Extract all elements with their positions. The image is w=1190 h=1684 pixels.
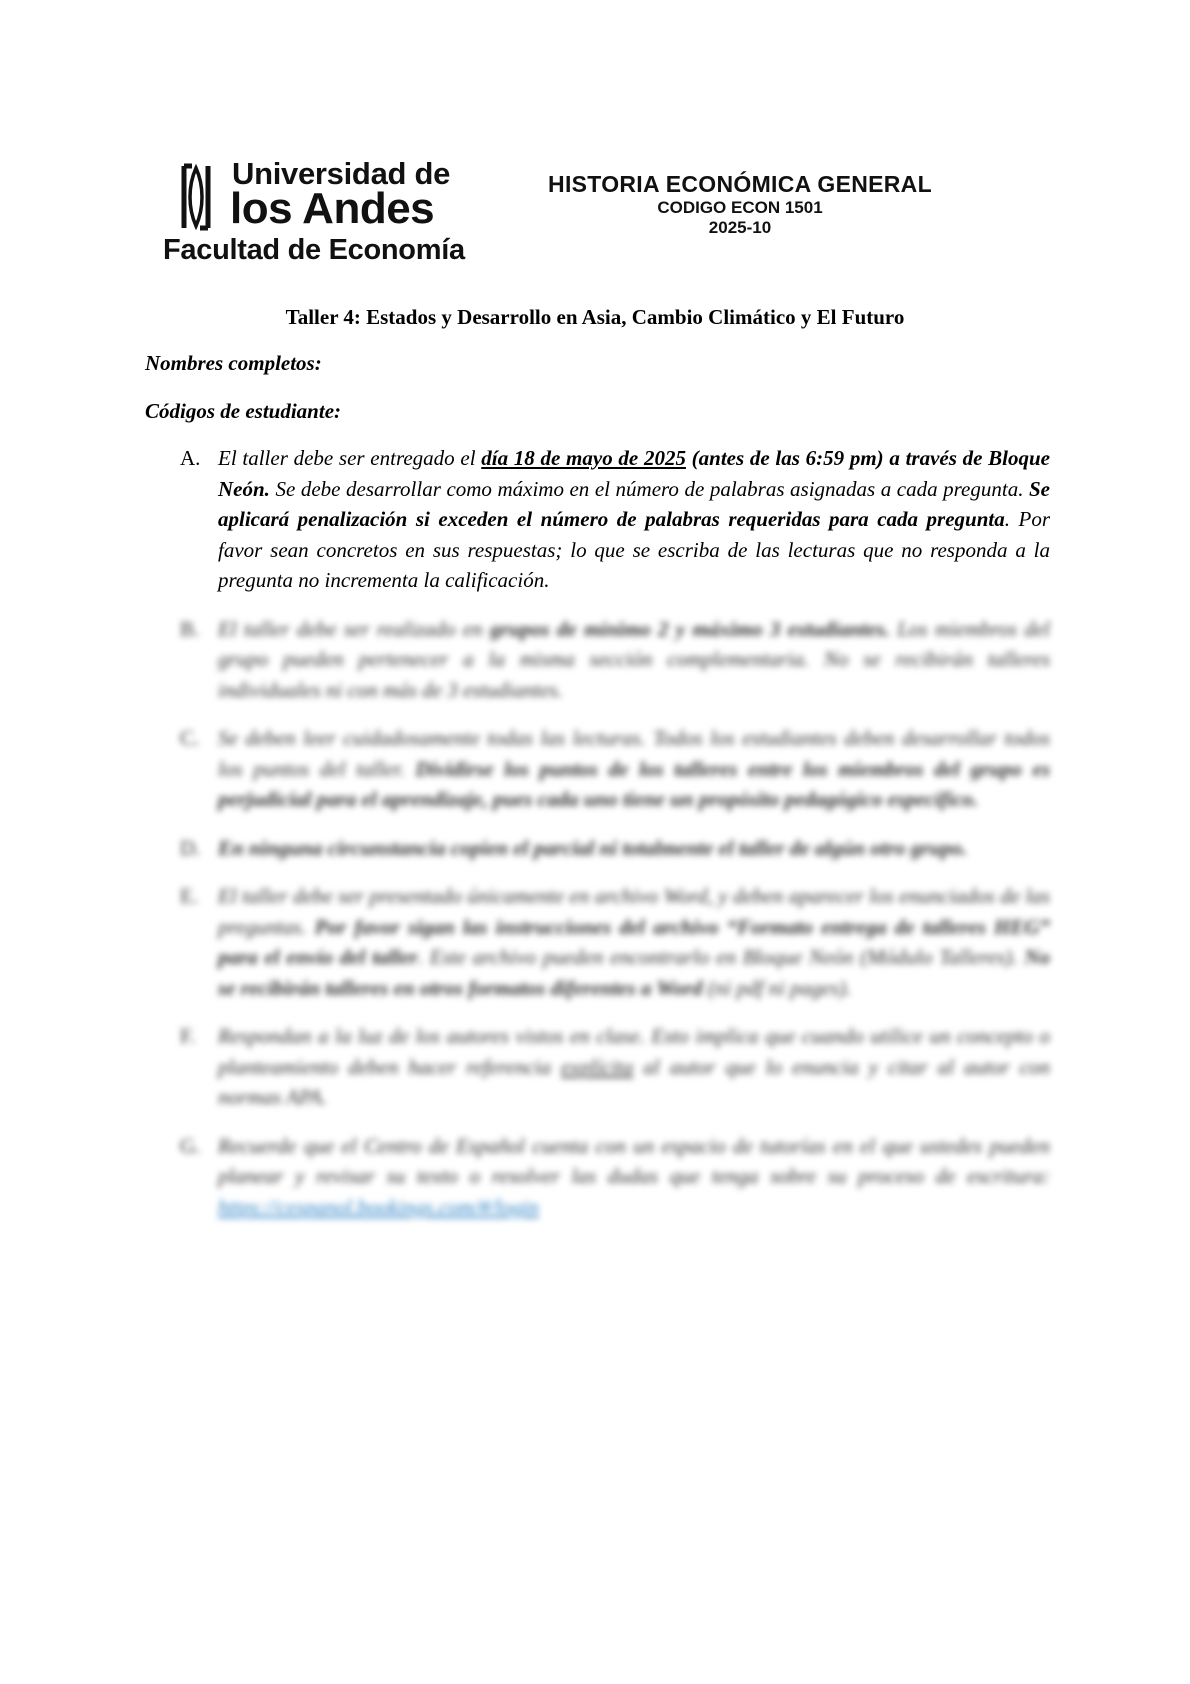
- course-code: CODIGO ECON 1501: [657, 198, 823, 217]
- logo-line-2: los Andes: [230, 184, 435, 233]
- instruction-text: El taller debe ser realizado en: [218, 616, 491, 641]
- course-title: HISTORIA ECONÓMICA GENERAL: [548, 171, 932, 197]
- instruction-d: [180, 833, 1050, 864]
- instruction-text: Los miembros del grupo pueden pertenecer a la misma sección complementaria. No se recibirán talleres individuales ni con más de 3 estudiantes.: [218, 616, 1050, 702]
- instruction-letter: C.: [180, 726, 200, 750]
- group-size-note: grupos de mínimo 2 y máximo 3 estudiantes.: [490, 616, 890, 641]
- logo-line-1: Universidad de: [232, 156, 451, 191]
- instruction-text: El taller debe ser presentado únicamente en archivo Word, y deben aparecer los enunciados de las preguntas.: [218, 884, 1050, 939]
- instruction-text: (ni pdf ni pages).: [702, 975, 852, 1000]
- instruction-text: Recuerde que el Centro de Español cuenta con un espacio de tutorías en el que ustedes pueden planear y revisar su texto o resolver las dudas que tenga sobre su proceso de escritura:: [218, 1133, 1050, 1188]
- instruction-letter: A.: [180, 446, 201, 470]
- instruction-c: [180, 723, 1050, 815]
- instruction-b: [180, 614, 1050, 706]
- names-label: Nombres completos:: [145, 351, 322, 375]
- format-warning: No se recibirán talleres en otros formatos diferentes a Word: [218, 945, 1050, 1000]
- instruction-text: . Este archivo pueden encontrarlo en Bloque Neón (Módulo Talleres).: [417, 945, 1025, 969]
- deadline-date: día 18 de mayo de 2025: [481, 446, 686, 470]
- instruction-text: Se debe desarrollar como máximo en el número de palabras asignadas a cada pregunta.: [269, 476, 1029, 501]
- instruction-text: . Por favor sean concretos en sus respuestas; lo que se escriba de las lecturas que no responda a la pregunta no incrementa la calificación.: [218, 507, 1051, 592]
- penalty-note: Se aplicará penalización si exceden el número de palabras requeridas para cada pregunta: [218, 476, 1050, 531]
- instruction-e: [180, 881, 1050, 1003]
- document-title: Taller 4: Estados y Desarrollo en Asia, Cambio Climático y El Futuro: [285, 305, 905, 329]
- course-header: [520, 170, 960, 238]
- division-warning: Dividirse los puntos de los talleres entre los miembros del grupo es perjudicial para el aprendizaje, pues cada uno tiene un propósito pedagógico específico.: [218, 756, 1050, 811]
- instruction-text: Respondan a la luz de los autores vistos en clase. Esto implica que cuando utilice un concepto o planteamiento deben hacer referencia: [218, 1024, 1050, 1079]
- los-andes-logo-mark-icon: [178, 162, 214, 232]
- instruction-text: En ninguna circunstancia copien el parcial ni totalmente el taller de algún otro grupo.: [218, 835, 968, 860]
- instruction-letter: F.: [180, 1024, 196, 1048]
- instruction-a: [180, 443, 1050, 596]
- instruction-letter: G.: [180, 1133, 201, 1158]
- instruction-letter: E.: [180, 884, 199, 908]
- instruction-letter: B.: [180, 616, 200, 641]
- instructions-list: [180, 443, 1050, 1240]
- deadline-time: (antes de las 6:59 pm) a través de Bloque Neón.: [218, 446, 1050, 501]
- explicit-word: explícita: [561, 1054, 634, 1079]
- university-logo: [160, 148, 465, 278]
- instruction-f: [180, 1021, 1050, 1113]
- logo-line-3: Facultad de Economía: [163, 234, 465, 266]
- tutoring-link[interactable]: https://cespanol.bookings.com/#/login: [218, 1194, 539, 1219]
- instruction-text: Se deben leer cuidadosamente todas las lecturas. Todos los estudiantes deben desarrollar todos los puntos del taller.: [218, 726, 1050, 781]
- format-instructions: Por favor sigan las instrucciones del archivo “Formato entrega de talleres HEG” para el envío del taller: [218, 914, 1050, 969]
- instruction-letter: D.: [180, 835, 201, 860]
- course-term: 2025-10: [708, 218, 772, 237]
- instruction-text: al autor que lo enuncia y citar al autor con normas APA.: [218, 1054, 1050, 1109]
- student-codes-label: Códigos de estudiante:: [145, 399, 342, 423]
- instruction-text: El taller debe ser entregado el: [218, 446, 482, 470]
- instruction-g: [180, 1131, 1050, 1223]
